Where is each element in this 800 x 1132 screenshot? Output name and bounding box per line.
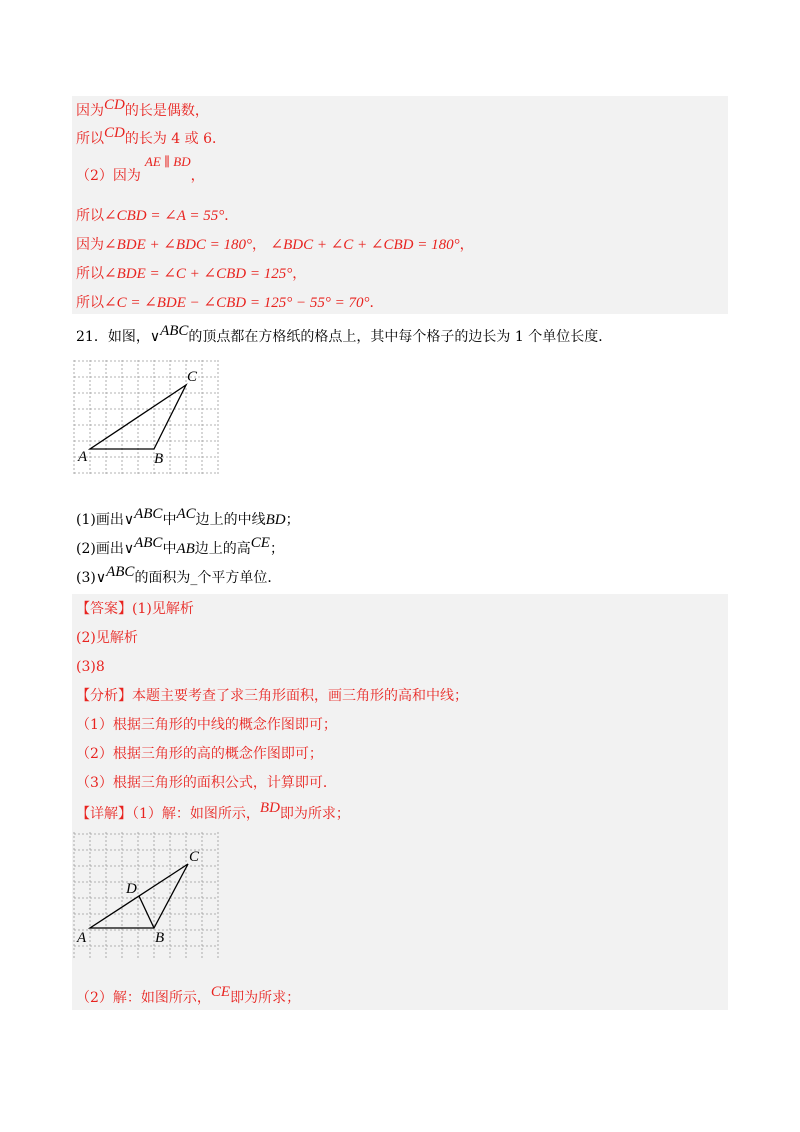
text: 即为所求； (279, 806, 350, 822)
math-bd: BD (265, 512, 286, 528)
text: （2）根据三角形的高的概念作图即可； (76, 746, 323, 762)
text: (3) (76, 570, 96, 586)
analysis-item-3 (76, 773, 337, 793)
question-part-3 (76, 564, 282, 588)
top-line-1 (76, 97, 209, 121)
text: 的长为 4 或 6． (124, 131, 227, 147)
math-parallel: AE ∥ BD (144, 154, 191, 169)
text: 的面积为_个平方单位． (134, 570, 282, 586)
tag-analysis: 【分析】 (76, 688, 132, 704)
text: 中 (162, 541, 177, 557)
text: ， (292, 266, 307, 282)
text: ； (285, 512, 300, 528)
text: 所以 (76, 295, 104, 311)
math-eq: ∠BDE = ∠C + ∠CBD = 125° (104, 266, 293, 282)
label-d: D (126, 881, 137, 897)
triangle-symbol: ∨ (123, 512, 135, 528)
question-part-2 (76, 535, 284, 559)
top-line-5 (76, 235, 474, 255)
detail-line-2 (76, 984, 301, 1008)
math-ac: AC (176, 506, 196, 522)
triangle-symbol: ∨ (95, 570, 107, 586)
text: 本题主要考查了求三角形面积，画三角形的高和中线； (132, 688, 468, 704)
math-ab: AB (176, 541, 195, 557)
text: 即为所求； (230, 990, 301, 1006)
analysis-item-1 (76, 715, 337, 735)
grid-figure-2 (72, 830, 222, 960)
text: 中 (162, 512, 177, 528)
text: 因为 (76, 237, 104, 253)
text: 21．如图， (76, 329, 150, 345)
triangle-symbol: ∨ (123, 541, 135, 557)
math-abc: ABC (160, 323, 189, 339)
median-bd (139, 896, 154, 928)
detail-line (76, 800, 350, 824)
text: 的长是偶数， (124, 103, 209, 119)
text: (2)画出 (76, 541, 124, 557)
math-ce: CE (250, 535, 270, 551)
top-line-3 (76, 154, 205, 186)
text: （3）根据三角形的面积公式，计算即可． (76, 775, 337, 791)
text: （1）根据三角形的中线的概念作图即可； (76, 717, 337, 733)
text: 的顶点都在方格纸的格点上，其中每个格子的边长为 1 个单位长度． (188, 329, 613, 345)
math-eq: ∠C = ∠BDE − ∠CBD = 125° − 55° = 70° (104, 295, 370, 311)
math-abc: ABC (134, 535, 163, 551)
text: （2）因为 (76, 168, 141, 184)
triangle-abc (90, 385, 186, 449)
tag-detail: 【详解】 (76, 806, 132, 822)
text: 因为 (76, 103, 104, 119)
text: ， (459, 237, 474, 253)
text: (1)见解析 (132, 601, 194, 617)
math-cd: CD (104, 125, 125, 141)
answer-line-2 (76, 628, 138, 648)
text: ， (252, 237, 267, 253)
question-part-1 (76, 506, 300, 530)
math-abc: ABC (106, 564, 135, 580)
tag-answer: 【答案】 (76, 601, 132, 617)
math-abc: ABC (134, 506, 163, 522)
text: ； (269, 541, 284, 557)
question-stem (76, 323, 613, 347)
math-cd: CD (104, 97, 125, 113)
text: (2)见解析 (76, 630, 138, 646)
text: 所以 (76, 266, 104, 282)
answer-line-3 (76, 657, 105, 677)
label-a: A (78, 449, 88, 465)
top-line-6 (76, 264, 306, 284)
text: 所以 (76, 208, 104, 224)
text: (1)画出 (76, 512, 124, 528)
grid-figure-1 (72, 355, 222, 480)
analysis-item-2 (76, 744, 323, 764)
text: （2）解：如图所示， (76, 990, 211, 1006)
math-ce: CE (210, 984, 231, 1000)
text: (3)8 (76, 659, 105, 675)
math-eq: ∠CBD = ∠A = 55° (104, 208, 225, 224)
label-c: C (189, 849, 200, 865)
top-line-7 (76, 293, 383, 313)
text: 边上的高 (194, 541, 251, 557)
analysis-line (76, 686, 468, 706)
top-line-2 (76, 125, 227, 149)
text: 所以 (76, 131, 104, 147)
label-b: B (154, 451, 164, 467)
top-line-4 (76, 206, 238, 226)
label-c: C (187, 369, 198, 385)
text: （1）解：如图所示， (132, 806, 260, 822)
label-b: B (155, 930, 165, 946)
text: ， (190, 168, 205, 184)
triangle-symbol: ∨ (149, 329, 161, 345)
label-a: A (77, 930, 87, 946)
answer-line-1 (76, 599, 194, 619)
text: ． (369, 295, 384, 311)
text: ． (224, 208, 239, 224)
text: 边上的中线 (195, 512, 266, 528)
math-eq: ∠BDE + ∠BDC = 180° (104, 237, 253, 253)
math-bd: BD (259, 800, 280, 816)
math-eq: ∠BDC + ∠C + ∠CBD = 180° (270, 237, 460, 253)
